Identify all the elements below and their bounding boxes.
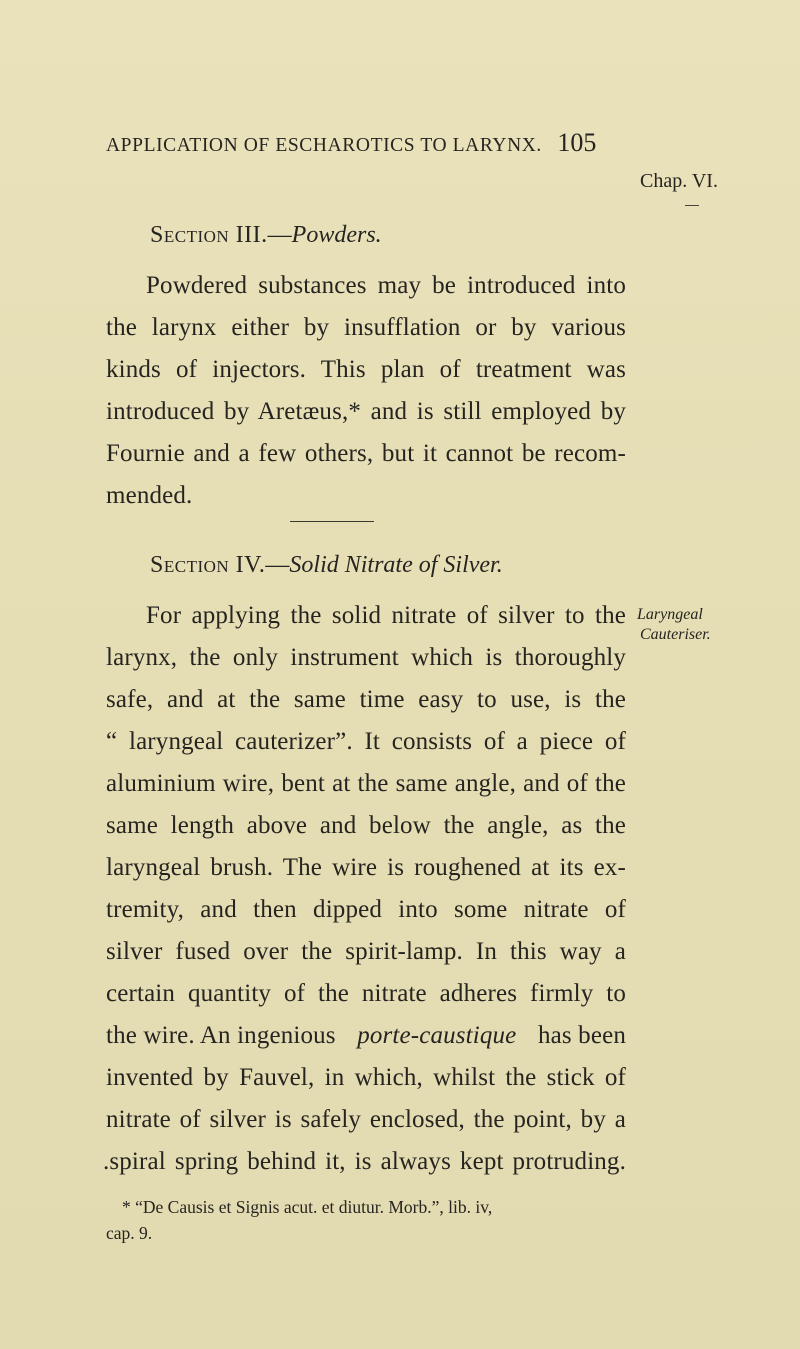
running-header [106,128,626,158]
para2-line-1: For applying the solid nitrate of silver to the [146,602,626,629]
section-3-dash: — [267,222,292,248]
para2-line-14: .spiral spring behind it, is always kept protruding. [103,1148,626,1175]
footnote-line-2: cap. 9. [106,1223,153,1243]
para1-line-3: kinds of injectors. This plan of treatment was [106,356,626,383]
para2-line-13: nitrate of silver is safely enclosed, the point, by a [106,1106,626,1133]
page-number: 105 [557,128,597,157]
porte-caustique-term: porte-caustique [357,1022,517,1049]
para2-line-8: tremity, and then dipped into some nitrate of [106,896,626,923]
para1-line-1: Powdered substances may be introduced into [146,272,626,299]
para2-line-12: invented by Fauvel, in which, whilst the stick of [106,1064,626,1091]
marginal-note-line-1: Laryngeal [637,606,703,623]
chapter-label: Chap. VI. [640,170,718,192]
running-title: APPLICATION OF ESCHAROTICS TO LARYNX. [106,135,542,156]
para2-line-11-start: the wire. An ingenious [106,1022,343,1049]
section-4-heading [150,552,503,579]
section-4-dash: — [265,552,290,578]
para2-line-2: larynx, the only instrument which is thoroughly [106,644,626,671]
para2-line-3: safe, and at the same time easy to use, is the [106,686,626,713]
footnote-line-1: * “De Causis et Signis acut. et diutur. Morb.”, lib. iv, [122,1197,493,1217]
para2-line-7: laryngeal brush. The wire is roughened at its ex- [106,854,626,881]
para2-line-10: certain quantity of the nitrate adheres firmly to [106,980,626,1007]
section-3-label: Section III. [150,222,268,248]
para2-line-9: silver fused over the spirit-lamp. In this way a [106,938,626,965]
section-3-heading [150,222,382,249]
marginal-note-line-2: Cauteriser. [640,626,711,643]
section-4-title: Solid Nitrate of Silver. [289,552,503,578]
section-3-title: Powders. [291,222,382,248]
para1-line-4: introduced by Aretæus,* and is still employed by [106,398,626,425]
para2-line-11-end: has been [531,1022,626,1049]
para1-line-6: mended. [106,482,193,509]
para1-line-5: Fournie and a few others, but it cannot be recom- [106,440,626,467]
para2-line-5: aluminium wire, bent at the same angle, and of the [106,770,626,797]
para2-line-4: “ laryngeal cauterizer”. It consists of a piece of [106,728,626,755]
section-divider [290,521,374,522]
para2-line-6: same length above and below the angle, as the [106,812,626,839]
chapter-rule [685,205,699,206]
para1-line-2: the larynx either by insufflation or by various [106,314,626,341]
section-4-label: Section IV. [150,552,266,578]
para2-line-11 [106,1022,626,1050]
